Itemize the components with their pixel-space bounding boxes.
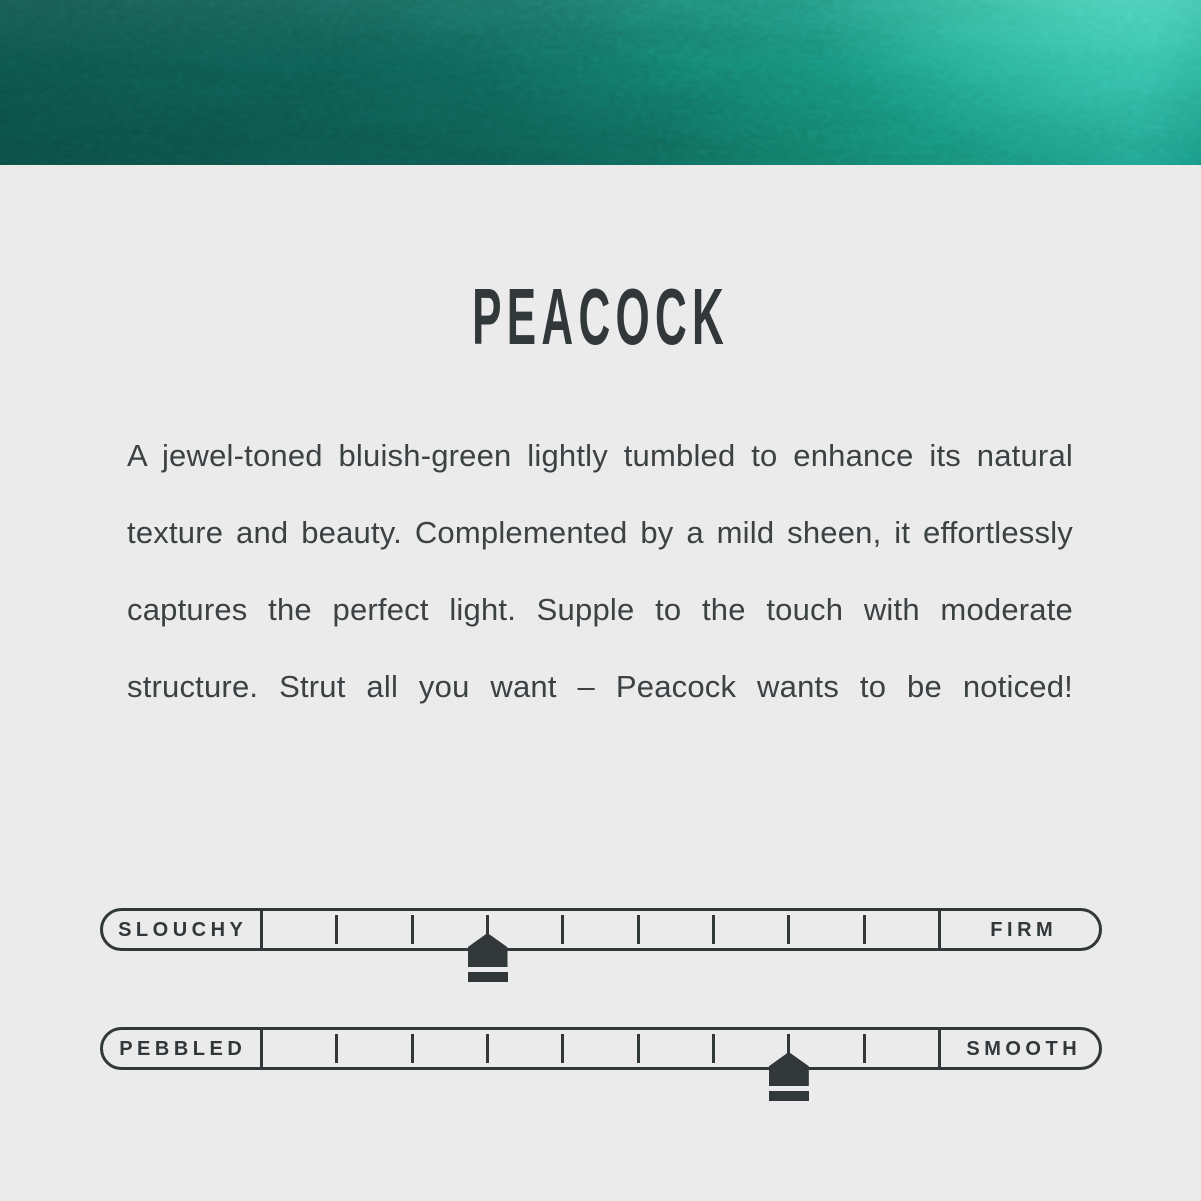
scale-tick — [335, 915, 338, 944]
scale-tick — [561, 1034, 564, 1063]
marker-underline — [769, 1091, 809, 1101]
description-line: captures the perfect light. Supple to the touch with moderate — [127, 592, 1073, 627]
color-description — [127, 417, 1073, 725]
scale-tick — [561, 915, 564, 944]
scale-tick — [787, 1034, 790, 1063]
scale-left-label: PEBBLED — [119, 1038, 247, 1060]
scale-left-label: SLOUCHY — [118, 919, 248, 941]
page-title — [0, 272, 1201, 361]
scale-tick — [637, 915, 640, 944]
scale-tick — [335, 1034, 338, 1063]
scale-tick — [863, 915, 866, 944]
scale-tick — [787, 915, 790, 944]
scale-tick — [411, 1034, 414, 1063]
leather-swatch-banner — [0, 0, 1201, 165]
scale-tick — [863, 1034, 866, 1063]
pebbled-smooth-scale — [100, 1027, 1102, 1070]
scale-right-label: SMOOTH — [966, 1038, 1082, 1060]
scale-right-label: FIRM — [990, 919, 1058, 941]
slouchy-firm-scale — [100, 908, 1102, 951]
scale-tick — [486, 1034, 489, 1063]
scale-tick — [411, 915, 414, 944]
marker-underline — [468, 972, 508, 982]
scale-tick — [712, 1034, 715, 1063]
description-line: structure. Strut all you want – Peacock wants to be noticed! — [127, 669, 1073, 704]
scale-tick — [486, 915, 489, 944]
scale-tick — [637, 1034, 640, 1063]
description-line: texture and beauty. Complemented by a mild sheen, it effortlessly — [127, 515, 1073, 550]
description-line: A jewel-toned bluish-green lightly tumbled to enhance its natural — [127, 438, 1073, 473]
leather-grain-texture — [0, 0, 1201, 165]
color-name: PEACOCK — [472, 272, 729, 361]
scale-tick — [712, 915, 715, 944]
